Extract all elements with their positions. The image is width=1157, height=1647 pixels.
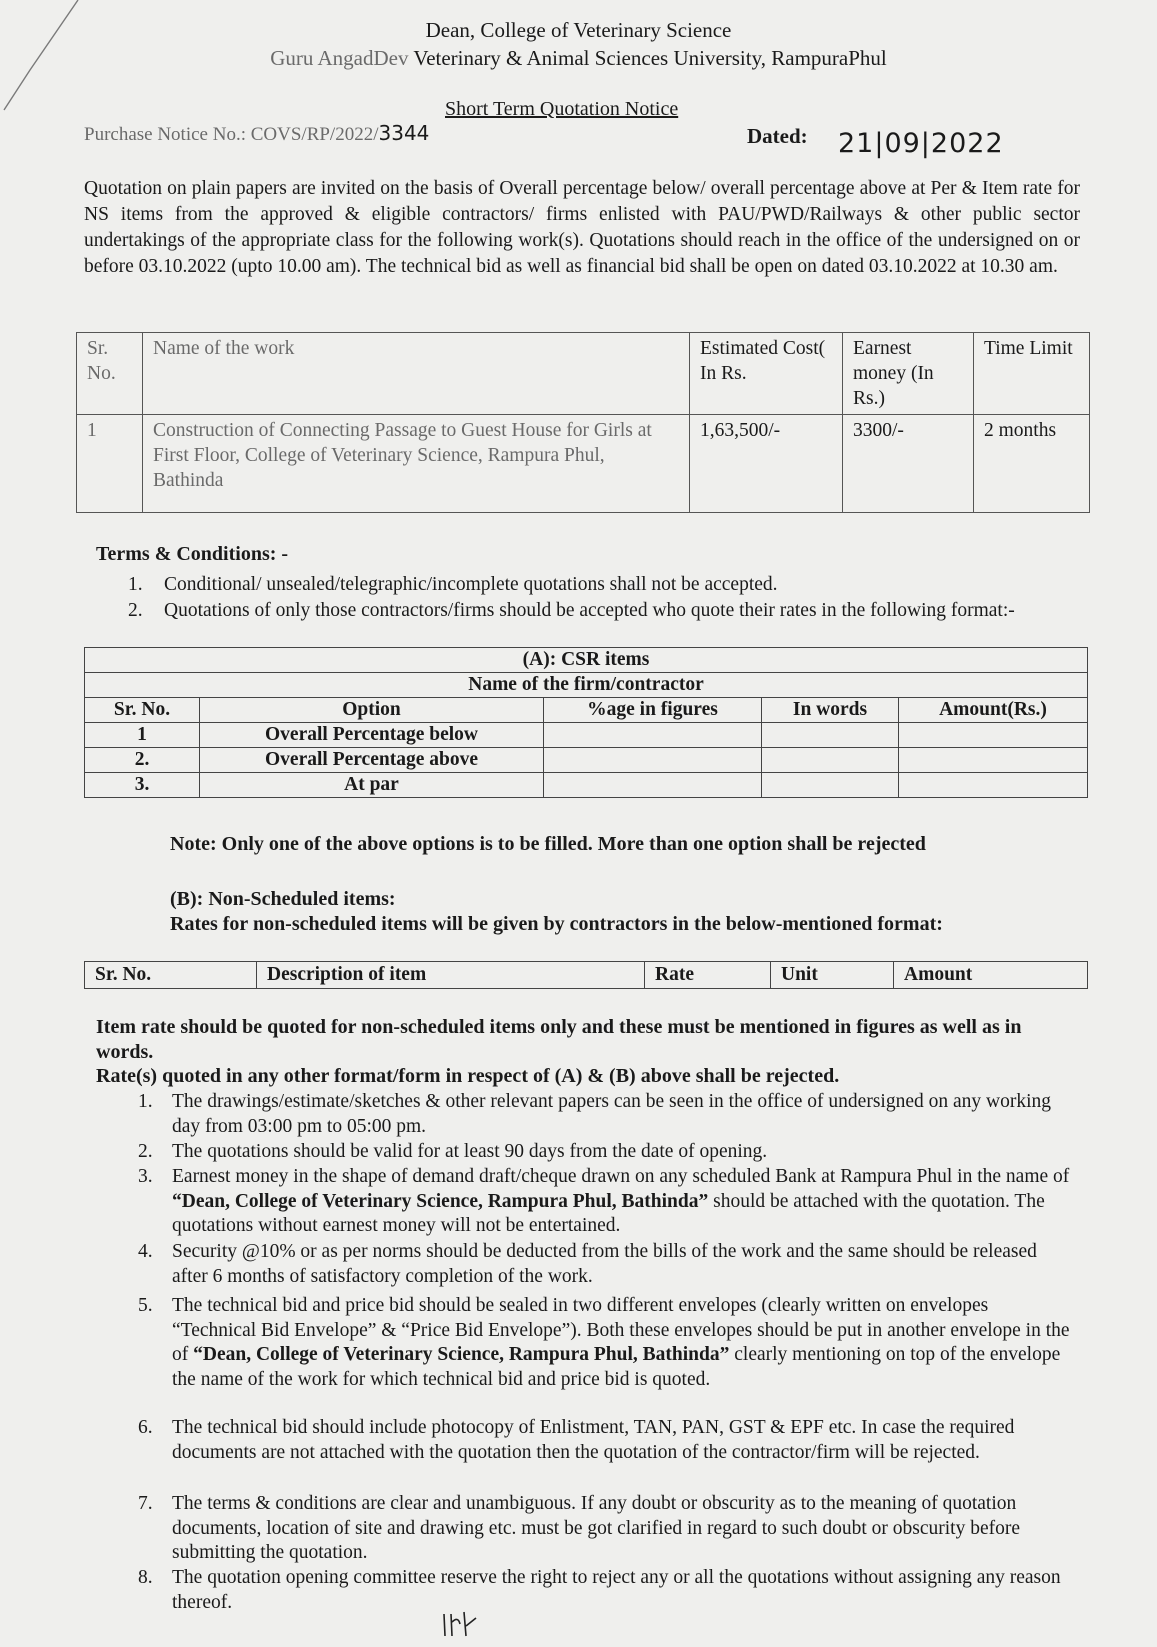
terms-item-2 (128, 598, 1068, 623)
csr-items-table (84, 647, 1088, 798)
header-name-of-work: Name of the work (143, 333, 690, 415)
table-row (85, 773, 1088, 798)
csr-cell-empty (544, 773, 762, 798)
csr-cell-empty (762, 723, 899, 748)
table-row (85, 748, 1088, 773)
intro-paragraph: Quotation on plain papers are invited on the basis of Overall percentage below/ overall percentage above at Per & Item rate for NS items from the approved & eligible contractors/ firms enlisted with PAU/PWD/Railways & other public sector undertakings of the appropriate class for the following work(s). Quotations should reach in the office of the undersigned on or before 03.10.2022 (upto 10.00 am). The technical bid as well as financial bid shall be open on dated 03.10.2022 at 10.30 am. (84, 178, 1080, 277)
condition-5 (138, 1294, 1076, 1392)
csr-header-option: Option (200, 698, 544, 723)
csr-title: (A): CSR items (85, 648, 1088, 673)
csr-cell-sr-no: 1 (85, 723, 200, 748)
terms-heading: Terms & Conditions: - (96, 543, 289, 565)
condition-text: The quotations should be valid for at least 90 days from the date of opening. (172, 1141, 768, 1162)
csr-header-sr-no: Sr. No. (85, 698, 200, 723)
csr-header-amount: Amount(Rs.) (899, 698, 1088, 723)
purchase-notice-number (84, 121, 429, 146)
condition-text-pre: The technical bid and price bid should be sealed in two different envelopes (clearly written on envelopes “Technical Bid Envelope” & “Price Bid Envelope”). Both these envelopes should be put in another envelope in the of (172, 1295, 1070, 1365)
csr-cell-empty (899, 748, 1088, 773)
condition-text (172, 1165, 1076, 1239)
condition-number: 4. (138, 1241, 153, 1262)
work-table-header (77, 333, 1090, 415)
options-note: Note: Only one of the above options is to be filled. More than one option shall be rejected (170, 833, 926, 855)
ns-header-row (85, 962, 1088, 989)
csr-cell-sr-no: 3. (85, 773, 200, 798)
condition-text: The technical bid should include photocopy of Enlistment, TAN, PAN, GST & EPF etc. In case the required documents are not attached with the quotation then the quotation of the contractor/firm will be rejected. (172, 1417, 1015, 1463)
dated-label: Dated: (747, 124, 808, 148)
csr-cell-empty (544, 748, 762, 773)
terms-item-number: 1. (128, 574, 143, 595)
csr-cell-sr-no: 2. (85, 748, 200, 773)
ns-header-amount: Amount (894, 962, 1088, 989)
csr-cell-option: At par (200, 773, 544, 798)
header-university-rest: Veterinary & Animal Sciences University, RampuraPhul (408, 46, 887, 70)
terms-item-text: Conditional/ unsealed/telegraphic/incomplete quotations shall not be accepted. (164, 574, 778, 595)
dated-value-handwritten: 21|09|2022 (838, 128, 1004, 159)
csr-title-row (85, 648, 1088, 673)
rate-rejection-note: Rate(s) quoted in any other format/form in respect of (A) & (B) above shall be rejected. (96, 1065, 840, 1087)
condition-7 (138, 1492, 1076, 1566)
header-sr-no: Sr. No. (77, 333, 143, 415)
ns-header-unit: Unit (771, 962, 894, 989)
csr-header-words: In words (762, 698, 899, 723)
work-table (76, 332, 1090, 513)
condition-number: 7. (138, 1493, 153, 1514)
condition-4 (138, 1240, 1076, 1289)
condition-text-pre: Earnest money in the shape of demand draft/cheque drawn on any scheduled Bank at Rampura Phul in the name of (172, 1166, 1070, 1187)
ns-header-description: Description of item (257, 962, 645, 989)
notice-title: Short Term Quotation Notice (445, 98, 679, 120)
condition-text-bold: “Dean, College of Veterinary Science, Rampura Phul, Bathinda” (172, 1190, 709, 1212)
item-rate-instruction: Item rate should be quoted for non-scheduled items only and these must be mentioned in figures as well as in words. (96, 1016, 1022, 1063)
terms-item-text: Quotations of only those contractors/firms should be accepted who quote their rates in the following format:- (164, 600, 1015, 621)
ns-items-heading-block (170, 887, 943, 937)
csr-cell-empty (762, 773, 899, 798)
header-institution: Dean, College of Veterinary Science (425, 18, 732, 42)
header-university-faint: Guru AngadDev (270, 46, 409, 70)
header-earnest-money: Earnest money (In Rs.) (843, 333, 974, 415)
condition-text-post: should be attached with the quotation. The quotations without earnest money will not be entertained. (172, 1190, 1045, 1236)
condition-text-bold: “Dean, College of Veterinary Science, Rampura Phul, Bathinda” (193, 1344, 730, 1365)
csr-cell-empty (899, 773, 1088, 798)
csr-header-figures: %age in figures (544, 698, 762, 723)
condition-number: 5. (138, 1295, 153, 1316)
table-row (77, 415, 1090, 513)
condition-text: Security @10% or as per norms should be deducted from the bills of the work and the same should be released after 6 months of satisfactory completion of the work. (172, 1241, 1037, 1287)
ns-header-sr-no: Sr. No. (85, 962, 257, 989)
condition-3 (138, 1165, 1076, 1239)
condition-8 (138, 1566, 1076, 1615)
csr-cell-empty (762, 748, 899, 773)
condition-text (172, 1294, 1076, 1392)
condition-number: 8. (138, 1567, 153, 1588)
condition-text: The drawings/estimate/sketches & other relevant papers can be seen in the office of undersigned on any working day from 03:00 pm to 05:00 pm. (172, 1091, 1052, 1137)
condition-number: 1. (138, 1091, 153, 1112)
condition-2 (138, 1140, 1076, 1165)
condition-number: 2. (138, 1141, 153, 1162)
cell-estimated-cost: 1,63,500/- (690, 415, 843, 513)
terms-item-number: 2. (128, 600, 143, 621)
ns-items-table (84, 961, 1088, 989)
condition-text: The terms & conditions are clear and unambiguous. If any doubt or obscurity as to the meaning of quotation documents, location of site and drawing etc. must be got clarified in regard to such doubt or obscurity before submitting the quotation. (172, 1493, 1021, 1563)
purchase-notice-label: Purchase Notice No.: COVS/RP/2022/ (84, 124, 379, 145)
csr-cell-option: Overall Percentage below (200, 723, 544, 748)
ns-items-heading: (B): Non-Scheduled items: (170, 888, 396, 910)
condition-number: 6. (138, 1417, 153, 1438)
csr-cell-empty (544, 723, 762, 748)
ns-items-subheading: Rates for non-scheduled items will be given by contractors in the below-mentioned format: (170, 913, 943, 935)
csr-header-row (85, 698, 1088, 723)
csr-cell-option: Overall Percentage above (200, 748, 544, 773)
terms-item-1 (128, 572, 1068, 597)
purchase-notice-handwritten: 3344 (378, 121, 430, 145)
cell-earnest-money: 3300/- (843, 415, 974, 513)
csr-subtitle-row (85, 673, 1088, 698)
header-university (0, 46, 1157, 71)
csr-cell-empty (899, 723, 1088, 748)
header-time-limit: Time Limit (974, 333, 1090, 415)
csr-subtitle: Name of the firm/contractor (85, 673, 1088, 698)
ns-header-rate: Rate (645, 962, 771, 989)
header-estimated-cost: Estimated Cost( In Rs. (690, 333, 843, 415)
signature-initials (440, 1608, 480, 1640)
cell-sr-no: 1 (77, 415, 143, 513)
table-row (85, 723, 1088, 748)
cell-work-name: Construction of Connecting Passage to Guest House for Girls at First Floor, College of Veterinary Science, Rampura Phul, Bathinda (143, 415, 690, 513)
condition-text: The quotation opening committee reserve the right to reject any or all the quotations without assigning any reason thereof. (172, 1567, 1061, 1613)
condition-1 (138, 1090, 1076, 1139)
condition-number: 3. (138, 1166, 153, 1187)
condition-text-post: clearly mentioning on top of the envelope the name of the work for which technical bid and price bid is quoted. (172, 1344, 1061, 1390)
cell-time-limit: 2 months (974, 415, 1090, 513)
condition-6 (138, 1416, 1076, 1465)
